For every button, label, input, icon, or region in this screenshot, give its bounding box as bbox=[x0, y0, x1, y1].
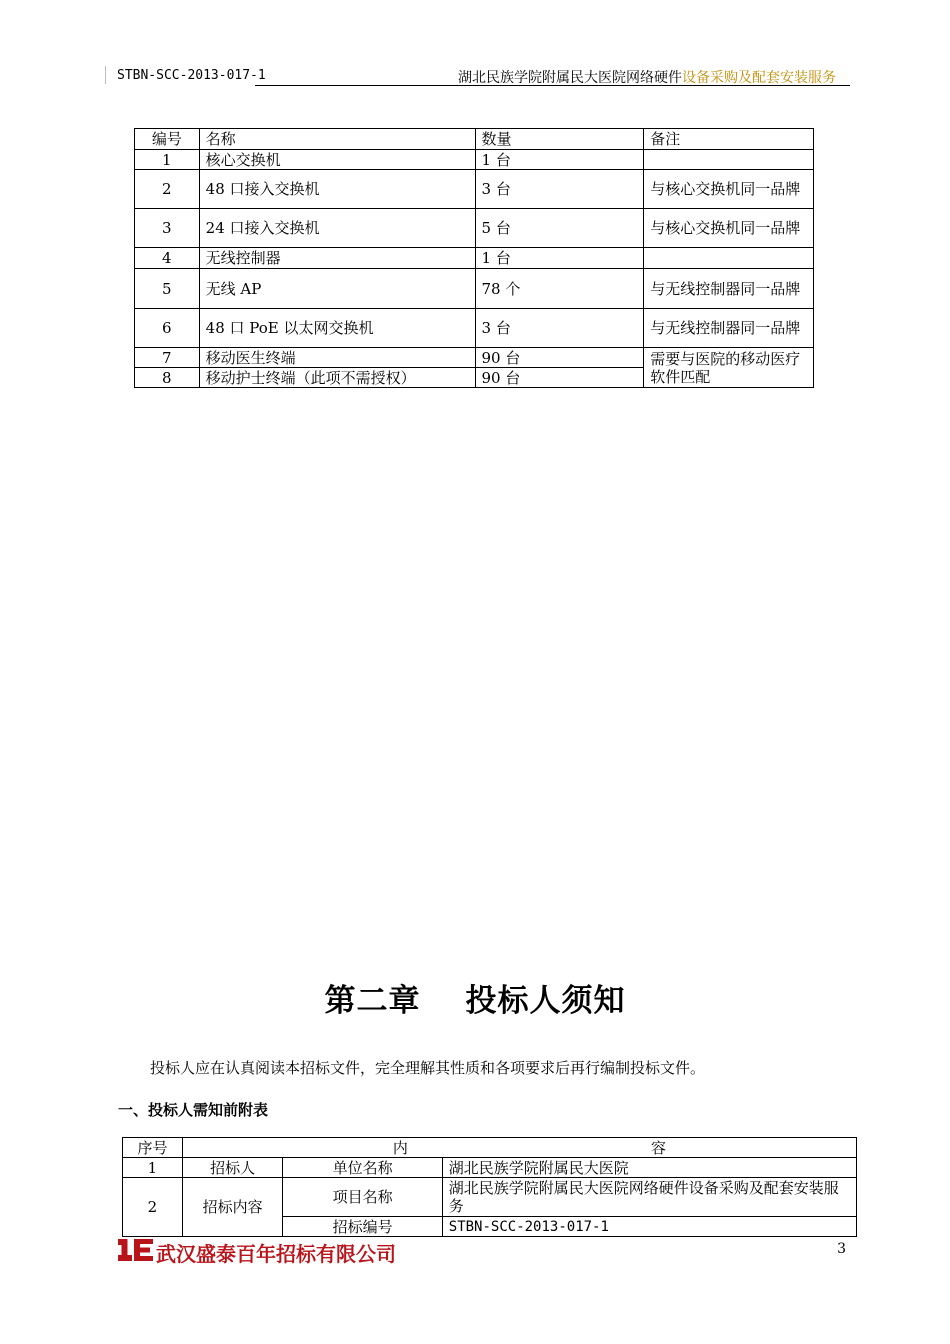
cell-name: 移动医生终端 bbox=[199, 348, 475, 368]
header-title-main: 湖北民族学院附属民大医院网络硬件 bbox=[458, 70, 682, 86]
equipment-table bbox=[134, 128, 814, 388]
cell-note: 与无线控制器同一品牌 bbox=[644, 269, 814, 309]
cell-no: 7 bbox=[135, 348, 200, 368]
cell-value: STBN-SCC-2013-017-1 bbox=[442, 1217, 856, 1237]
cell-name: 核心交换机 bbox=[199, 150, 475, 170]
header-content-right: 容 bbox=[650, 1138, 666, 1157]
front-table-header bbox=[123, 1138, 857, 1158]
cell-name: 移动护士终端（此项不需授权） bbox=[199, 368, 475, 388]
cell-qty: 90 台 bbox=[475, 368, 644, 388]
cell-no: 2 bbox=[135, 170, 200, 209]
cell-no: 1 bbox=[135, 150, 200, 170]
table-row bbox=[135, 150, 814, 170]
cell-qty: 1 台 bbox=[475, 248, 644, 269]
header-cell-content bbox=[182, 1138, 856, 1158]
header-title-highlight: 设备采购及配套安装服务 bbox=[682, 70, 836, 86]
cell-note: 与核心交换机同一品牌 bbox=[644, 170, 814, 209]
table-row bbox=[135, 269, 814, 309]
page-number: 3 bbox=[837, 1241, 846, 1257]
header-tick bbox=[105, 66, 106, 84]
section-title: 一、投标人需知前附表 bbox=[118, 1101, 269, 1119]
cell-no: 8 bbox=[135, 368, 200, 388]
header-content-left: 内 bbox=[392, 1138, 408, 1157]
cell-qty: 5 台 bbox=[475, 209, 644, 248]
cell-note bbox=[644, 150, 814, 170]
cell-label: 招标编号 bbox=[283, 1217, 442, 1237]
table-row bbox=[123, 1178, 857, 1217]
cell-note bbox=[644, 248, 814, 269]
cell-no: 2 bbox=[123, 1178, 183, 1237]
chapter-heading bbox=[0, 975, 950, 1020]
table-row bbox=[135, 209, 814, 248]
intro-paragraph: 投标人应在认真阅读本招标文件，完全理解其性质和各项要求后再行编制投标文件。 bbox=[150, 1059, 706, 1077]
cell-value: 湖北民族学院附属民大医院 bbox=[442, 1158, 856, 1178]
table-row bbox=[135, 248, 814, 269]
cell-category: 招标内容 bbox=[182, 1178, 283, 1237]
table-row bbox=[135, 170, 814, 209]
cell-category: 招标人 bbox=[182, 1158, 283, 1178]
equipment-table-header bbox=[135, 129, 814, 150]
table-row bbox=[135, 309, 814, 348]
header-cell-qty: 数量 bbox=[475, 129, 644, 150]
header-code: STBN-SCC-2013-017-1 bbox=[117, 68, 266, 83]
page-header bbox=[105, 62, 850, 88]
cell-label: 单位名称 bbox=[283, 1158, 442, 1178]
cell-label: 项目名称 bbox=[283, 1178, 442, 1217]
header-cell-no: 序号 bbox=[123, 1138, 183, 1158]
cell-name: 无线控制器 bbox=[199, 248, 475, 269]
front-table bbox=[122, 1137, 857, 1237]
cell-note: 与核心交换机同一品牌 bbox=[644, 209, 814, 248]
cell-no: 1 bbox=[123, 1158, 183, 1178]
cell-note: 需要与医院的移动医疗软件匹配 bbox=[644, 348, 814, 388]
cell-name: 无线 AP bbox=[199, 269, 475, 309]
cell-qty: 78 个 bbox=[475, 269, 644, 309]
chapter-title: 投标人须知 bbox=[465, 983, 626, 1019]
table-row bbox=[135, 348, 814, 368]
company-name: 武汉盛泰百年招标有限公司 bbox=[156, 1242, 396, 1266]
table-row bbox=[123, 1158, 857, 1178]
cell-note: 与无线控制器同一品牌 bbox=[644, 309, 814, 348]
chapter-label: 第二章 bbox=[324, 983, 421, 1019]
header-cell-note: 备注 bbox=[644, 129, 814, 150]
header-title bbox=[458, 67, 836, 87]
cell-qty: 1 台 bbox=[475, 150, 644, 170]
header-cell-name: 名称 bbox=[199, 129, 475, 150]
page-footer bbox=[118, 1237, 846, 1267]
header-cell-no: 编号 bbox=[135, 129, 200, 150]
cell-no: 4 bbox=[135, 248, 200, 269]
cell-qty: 3 台 bbox=[475, 309, 644, 348]
company-logo bbox=[118, 1239, 154, 1261]
cell-name: 48 口 PoE 以太网交换机 bbox=[199, 309, 475, 348]
cell-qty: 3 台 bbox=[475, 170, 644, 209]
cell-no: 3 bbox=[135, 209, 200, 248]
cell-value: 湖北民族学院附属民大医院网络硬件设备采购及配套安装服务 bbox=[442, 1178, 856, 1217]
cell-name: 24 口接入交换机 bbox=[199, 209, 475, 248]
cell-no: 6 bbox=[135, 309, 200, 348]
cell-name: 48 口接入交换机 bbox=[199, 170, 475, 209]
cell-qty: 90 台 bbox=[475, 348, 644, 368]
cell-no: 5 bbox=[135, 269, 200, 309]
